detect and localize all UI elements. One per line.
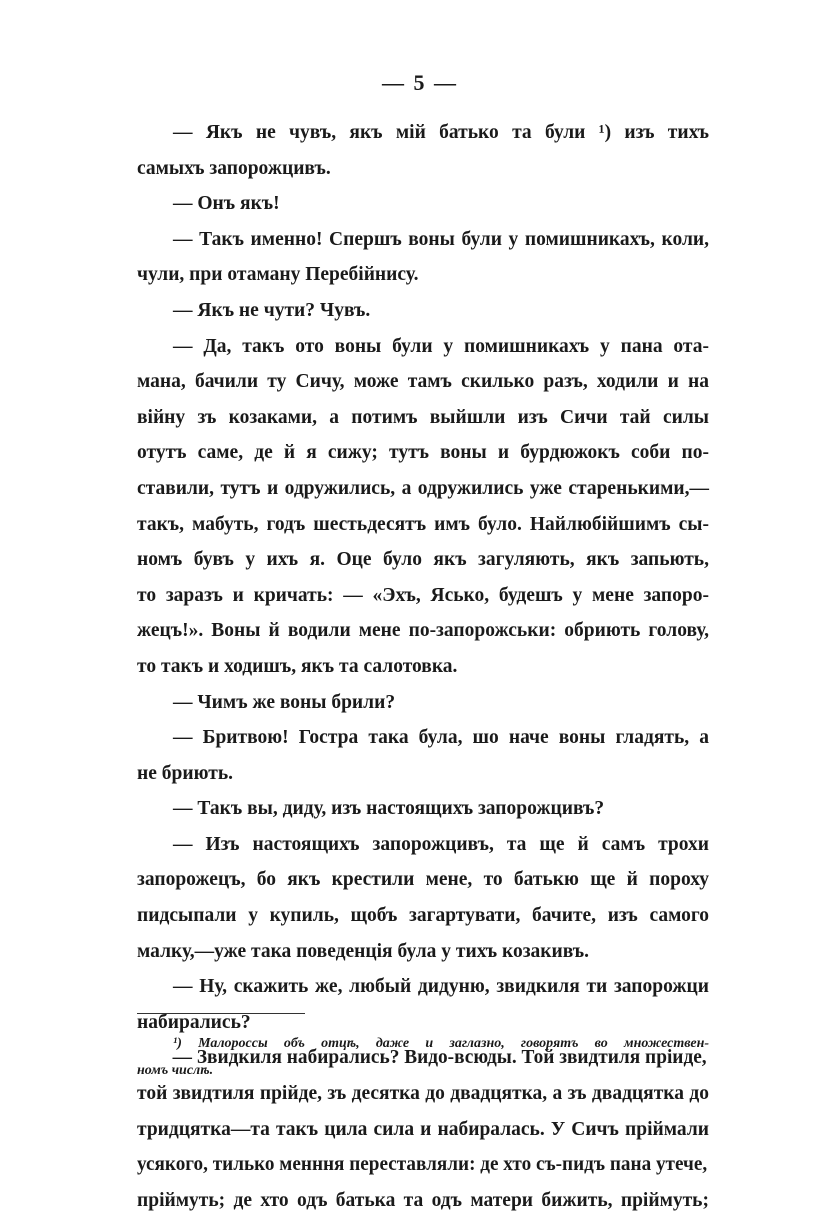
text-line: усякого, тилько менння переставляли: де хто съ-пидъ пана утече, [137, 1154, 708, 1176]
text-line: — Да, такъ ото воны були у помишникахъ у пана ота- [173, 335, 709, 357]
text-line: — Изъ настоящихъ запорожцивъ, та ще й самъ трохи [173, 833, 709, 855]
text-line: жецъ!». Воны й водили мене по-запорожськи: обриють голову, [137, 620, 709, 642]
text-line: ставили, тутъ и одружились, а одружились уже старенькими,— [137, 477, 709, 499]
text-line: той звидтиля прійде, зъ десятка до двадцятка, а зъ двадцятка до [137, 1083, 709, 1105]
footnote-line: номъ числѣ. [137, 1063, 214, 1078]
text-line: самыхъ запорожцивъ. [137, 157, 331, 179]
text-line: — Якъ не чути? Чувъ. [173, 299, 371, 321]
text-line: — Такъ именно! Спершъ воны були у помишникахъ, коли, [173, 228, 709, 250]
text-line: — Бритвою! Гостра така була, шо наче воны гладять, а [173, 727, 709, 749]
text-line: чули, при отаману Перебійнису. [137, 264, 419, 286]
text-line: — Онъ якъ! [173, 193, 280, 215]
text-line: — Чимъ же воны брили? [173, 691, 396, 713]
text-line: набирались? [137, 1011, 251, 1033]
text-line: пидсыпали у купиль, щобъ загартувати, бачите, изъ самого [137, 905, 709, 927]
text-line: пріймуть; де хто одъ батька та одъ матери бижить, пріймуть; [137, 1189, 709, 1211]
text-line: малку,—уже така поведенція була у тихъ козакивъ. [137, 940, 590, 962]
text-line: не бриють. [137, 762, 234, 784]
text-line: війну зъ козаками, а потимъ выйшли изъ Сичи тай силы [137, 406, 709, 428]
footnote-divider [137, 1013, 305, 1014]
text-line: номъ бувъ у ихъ я. Оце було якъ загуляють, якъ запьють, [137, 549, 709, 571]
text-line: — Якъ не чувъ, якъ мій батько та були ¹) изъ тихъ [173, 122, 709, 143]
text-line: такъ, мабуть, годъ шестьдесятъ имъ було. Найлюбійшимъ сы- [137, 513, 709, 535]
text-line: — Такъ вы, диду, изъ настоящихъ запорожцивъ? [173, 798, 605, 820]
text-line: — Звидкиля набирались? Видо-всюды. Той звидтиля пріиде, [172, 1047, 707, 1069]
text-line: запорожецъ, бо якъ крестили мене, то батькю ще й пороху [137, 869, 709, 891]
page-number: — 5 — [382, 70, 458, 95]
footnote [137, 1030, 709, 1084]
text-line: то заразъ и кричать: — «Эхъ, Ясько, будешъ у мене запоро- [137, 584, 709, 606]
text-line: то такъ и ходишъ, якъ та салотовка. [137, 655, 458, 677]
footnote-line: ¹) Малороссы объ отцѣ, даже и заглазно, говорятъ во множествен- [173, 1036, 709, 1051]
text-line: мана, бачили ту Сичу, може тамъ скилько разъ, ходили и на [137, 371, 709, 393]
text-line: отутъ саме, де й я сижу; тутъ воны и бурдюжокъ соби по- [137, 442, 709, 464]
text-line: — Ну, скажить же, любый дидуню, звидкиля ти запорожци [173, 976, 709, 998]
text-line: тридцятка—та такъ цила сила и набиралась. У Сичъ пріймали [137, 1118, 709, 1140]
